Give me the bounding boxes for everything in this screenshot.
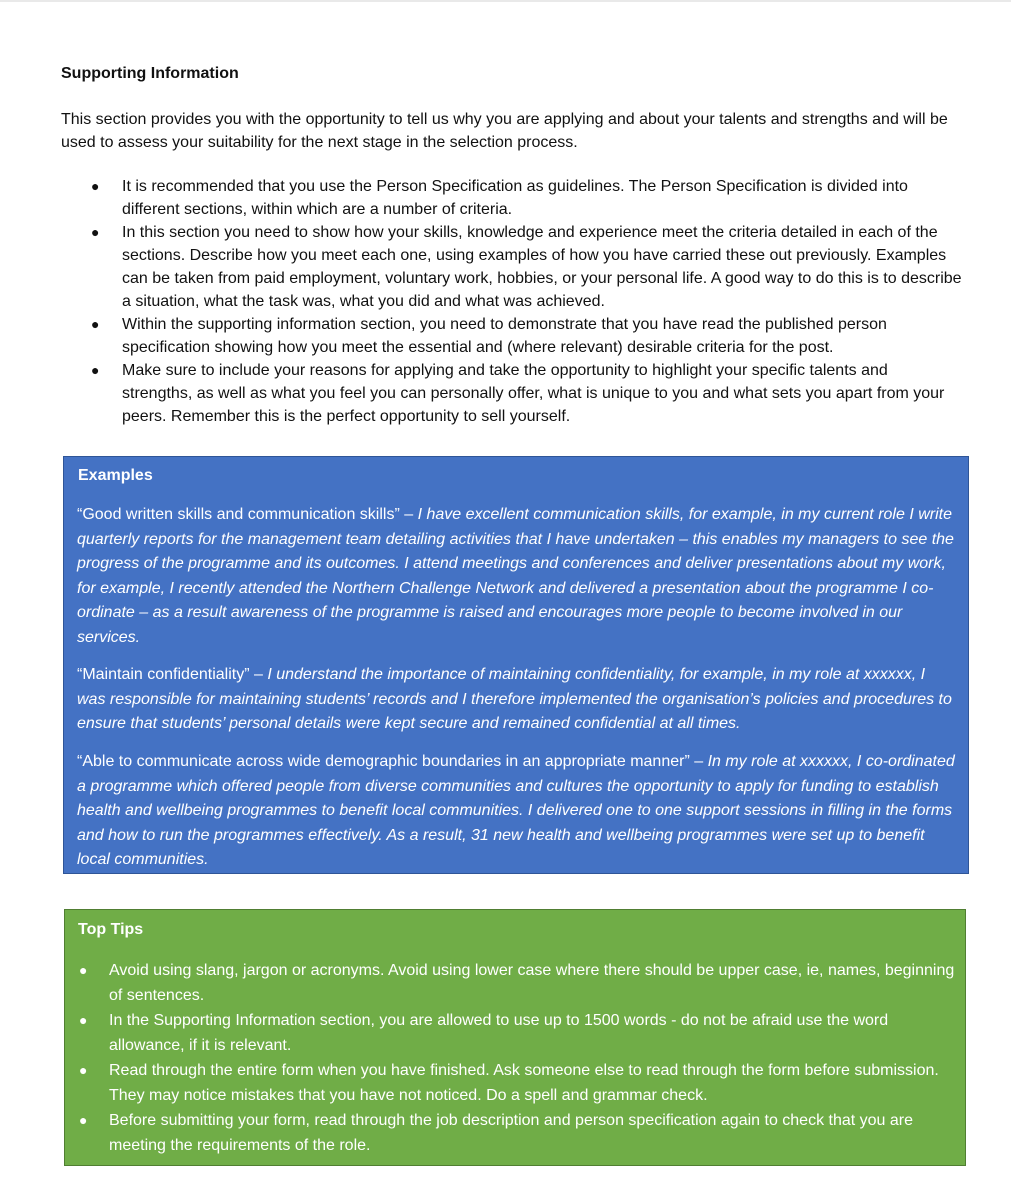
bullet-icon: ● bbox=[91, 362, 100, 378]
examples-box bbox=[63, 456, 969, 874]
bullet-icon: ● bbox=[91, 178, 100, 194]
page-top-edge bbox=[0, 0, 1011, 2]
section-heading: Supporting Information bbox=[61, 65, 239, 82]
bullet-icon: ● bbox=[91, 316, 100, 332]
tip-item: ● Before submitting your form, read through the job description and person specification again to check that you are meeting the requirements of the role. bbox=[109, 1108, 959, 1158]
bullet-icon: ● bbox=[79, 1112, 88, 1128]
guidance-item: ● Within the supporting information section, you need to demonstrate that you have read the published person specification showing how you meet the essential and (where relevant) desirable criteria for the post. bbox=[122, 313, 962, 359]
tip-item: ● Avoid using slang, jargon or acronyms. Avoid using lower case where there should be upper case, ie, names, beginning of sentences. bbox=[109, 958, 959, 1008]
example-paragraph bbox=[77, 750, 957, 873]
bullet-icon: ● bbox=[79, 962, 88, 978]
example-criterion: “Maintain confidentiality” – bbox=[77, 666, 268, 683]
example-text: I understand the importance of maintaining confidentiality, for example, in my role at xxxxxx, I was responsible for maintaining students’ records and I therefore implemented the organisation’s policies and procedures to ensure that students’ personal details were kept secure and remained confidential at all times. bbox=[77, 666, 952, 732]
bullet-icon: ● bbox=[79, 1012, 88, 1028]
top-tips-list bbox=[79, 958, 959, 1158]
guidance-item: ● It is recommended that you use the Person Specification as guidelines. The Person Specification is divided into different sections, within which are a number of criteria. bbox=[122, 175, 962, 221]
examples-title: Examples bbox=[78, 467, 153, 484]
bullet-icon: ● bbox=[91, 224, 100, 240]
guidance-item: ● Make sure to include your reasons for applying and take the opportunity to highlight your specific talents and strengths, as well as what you feel you can personally offer, what is unique to you and what sets you apart from your peers. Remember this is the perfect opportunity to sell yourself. bbox=[122, 359, 962, 428]
example-paragraph bbox=[77, 503, 957, 650]
example-criterion: “Good written skills and communication skills” – bbox=[77, 506, 418, 523]
tip-item: ● In the Supporting Information section, you are allowed to use up to 1500 words - do not be afraid use the word allowance, if it is relevant. bbox=[109, 1008, 959, 1058]
bullet-icon: ● bbox=[79, 1062, 88, 1078]
top-tips-title: Top Tips bbox=[78, 921, 144, 938]
example-text: In my role at xxxxxx, I co-ordinated a programme which offered people from diverse communities and cultures the opportunity to apply for funding to establish health and wellbeing programmes to benefit local communities. I delivered one to one support sessions in filling in the forms and how to run the programmes effectively. As a result, 31 new health and wellbeing programmes were set up to benefit local communities. bbox=[77, 753, 955, 868]
example-paragraph bbox=[77, 663, 957, 737]
example-text: I have excellent communication skills, for example, in my current role I write quarterly reports for the management team detailing activities that I have undertaken – this enables my managers to see the progress of the programme and its outcomes. I attend meetings and conferences and deliver presentations about my work, for example, I recently attended the Northern Challenge Network and delivered a presentation about the programme I co-ordinate – as a result awareness of the programme is raised and encourages more people to become involved in our services. bbox=[77, 506, 954, 646]
guidance-item: ● In this section you need to show how your skills, knowledge and experience meet the criteria detailed in each of the sections. Describe how you meet each one, using examples of how you have carried these out previously. Examples can be taken from paid employment, voluntary work, hobbies, or your personal life. A good way to do this is to describe a situation, what the task was, what you did and what was achieved. bbox=[122, 221, 962, 313]
top-tips-box bbox=[64, 909, 966, 1166]
tip-item: ● Read through the entire form when you have finished. Ask someone else to read through the form before submission. They may notice mistakes that you have not noticed. Do a spell and grammar check. bbox=[109, 1058, 959, 1108]
example-criterion: “Able to communicate across wide demographic boundaries in an appropriate manner” – bbox=[77, 753, 708, 770]
intro-paragraph: This section provides you with the opportunity to tell us why you are applying and about your talents and strengths and will be used to assess your suitability for the next stage in the selection process. bbox=[61, 111, 948, 151]
guidance-list bbox=[91, 175, 962, 428]
